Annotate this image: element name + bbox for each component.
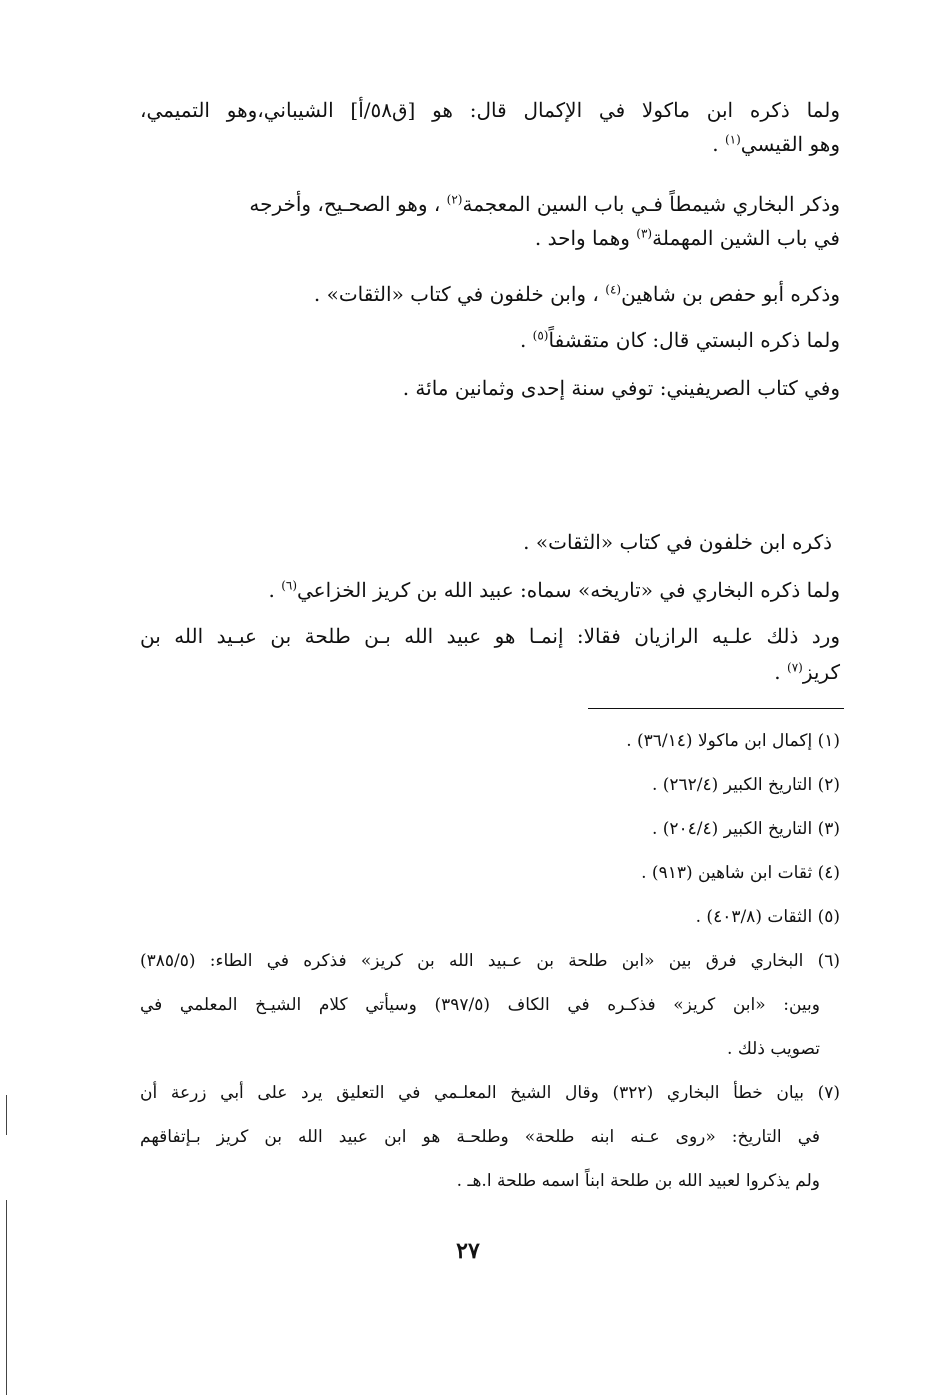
paragraph-7-line-1	[140, 578, 840, 602]
paragraph-2-line-2	[140, 226, 840, 250]
paragraph-1-line-2	[140, 132, 840, 156]
paragraph-2-line-1	[140, 192, 840, 216]
paragraph-2-line-1-a: وذكر البخاري شيمطاً فـي باب السين المعجمة	[462, 192, 840, 216]
footnote-ref-3: (٣)	[636, 226, 653, 241]
paragraph-8-line-2-text: كريز	[802, 660, 840, 684]
paragraph-2	[140, 192, 840, 250]
footnote-ref-6: (٦)	[281, 578, 298, 593]
paragraph-1-line-1: ولما ذكره ابن ماكولا في الإكمال قال: هو [ق٥٨/أ] الشيباني،وهو التميمي،	[140, 98, 840, 122]
paragraph-6	[140, 530, 840, 554]
entry-heading	[140, 424, 840, 442]
scan-edge-mark-1	[6, 1095, 7, 1135]
footnote-6-line-3: تصويب ذلك .	[727, 1039, 820, 1059]
paragraph-6-line-1: ذكره ابن خلفون في كتاب «الثقات» .	[523, 530, 832, 554]
paragraph-8	[140, 624, 840, 684]
footnote-ref-2: (٢)	[446, 192, 463, 207]
paragraph-3-line-1-b: ، وابن خلفون في كتاب «الثقات» .	[313, 282, 599, 306]
footnote-7-line-2: في التاريخ: «روى عـنه ابنه طلحة» وطلحـة هو ابن عبيد الله بن كريز بـإتفاقهم	[140, 1127, 820, 1147]
footnote-3: (٣) التاريخ الكبير (٢٠٤/٤) .	[651, 819, 840, 839]
paragraph-3-line-1-a: وذكره أبو حفص بن شاهين	[621, 282, 840, 306]
footnote-6-line-1: (٦) البخاري فرق بين «ابن طلحة بن عـبيد الله بن كريز» فذكره في الطاء: (٣٨٥/٥)	[140, 951, 840, 971]
footnote-separator	[588, 708, 844, 709]
footnote-1: (١) إكمال ابن ماكولا (٣٦/١٤) .	[626, 731, 840, 751]
paragraph-2-line-2-a: في باب الشين المهملة	[652, 226, 840, 250]
footnote-7-line-3: ولم يذكروا لعبيد الله بن طلحة ابناً اسمه طلحة ا.هـ .	[456, 1171, 820, 1191]
footnote-ref-5: (٥)	[532, 328, 549, 343]
footnote-ref-4: (٤)	[605, 282, 622, 297]
paragraph-1	[140, 98, 840, 156]
paragraph-5	[140, 376, 840, 400]
paragraph-1-line-2-text: وهو القيسي	[740, 132, 840, 156]
footnote-4: (٤) ثقات ابن شاهين (٩١٣) .	[641, 863, 840, 883]
footnote-5: (٥) الثقات (٤٠٣/٨) .	[695, 907, 840, 927]
footnote-ref-7: (٧)	[787, 660, 803, 675]
paragraph-7	[140, 578, 840, 602]
paragraph-8-line-2-end: .	[774, 660, 781, 684]
paragraph-8-line-2	[140, 660, 840, 684]
footnote-6-line-2: وبين: «ابن كريز» فذكـره في الكاف (٣٩٧/٥) وسيأتي كلام الشيـخ المعلمي في	[140, 995, 820, 1015]
footnote-7-line-1: (٧) بيان خطأ البخاري (٣٢٢) وقال الشيخ المعلـمي في التعليق يرد على أبي زرعة أن	[140, 1083, 841, 1103]
page-number: ٢٧	[456, 1238, 480, 1264]
paragraph-7-line-1-a: ولما ذكره البخاري في «تاريخه» سماه: عبيد الله بن كريز الخزاعي	[297, 578, 840, 602]
footnotes	[140, 730, 840, 1192]
paragraph-2-line-1-b: ، وهو الصحـيح، وأخرجه	[249, 192, 441, 216]
paragraph-3-line-1	[140, 282, 840, 306]
scan-edge-mark-2	[6, 1200, 7, 1395]
paragraph-1-line-2-end: .	[712, 132, 719, 156]
paragraph-2-line-2-b: وهما واحد .	[534, 226, 630, 250]
paragraph-4	[140, 328, 840, 352]
footnote-2: (٢) التاريخ الكبير (٢٦٢/٤) .	[651, 775, 840, 795]
paragraph-4-line-1-a: ولما ذكره البستي قال: كان متقشفاً	[548, 328, 840, 352]
paragraph-4-line-1-b: .	[519, 328, 527, 352]
paragraph-7-line-1-b: .	[268, 578, 275, 602]
footnote-ref-1: (١)	[724, 132, 741, 147]
paragraph-4-line-1	[140, 328, 840, 352]
paragraph-8-line-1: ورد ذلك علـيه الرازيان فقالا: إنمـا هو عبيد الله بـن طلحة بن عبـيد الله بن	[140, 624, 840, 648]
paragraph-3	[140, 282, 840, 306]
paragraph-5-line-1: وفي كتاب الصريفيني: توفي سنة إحدى وثمانين مائة .	[402, 376, 840, 400]
